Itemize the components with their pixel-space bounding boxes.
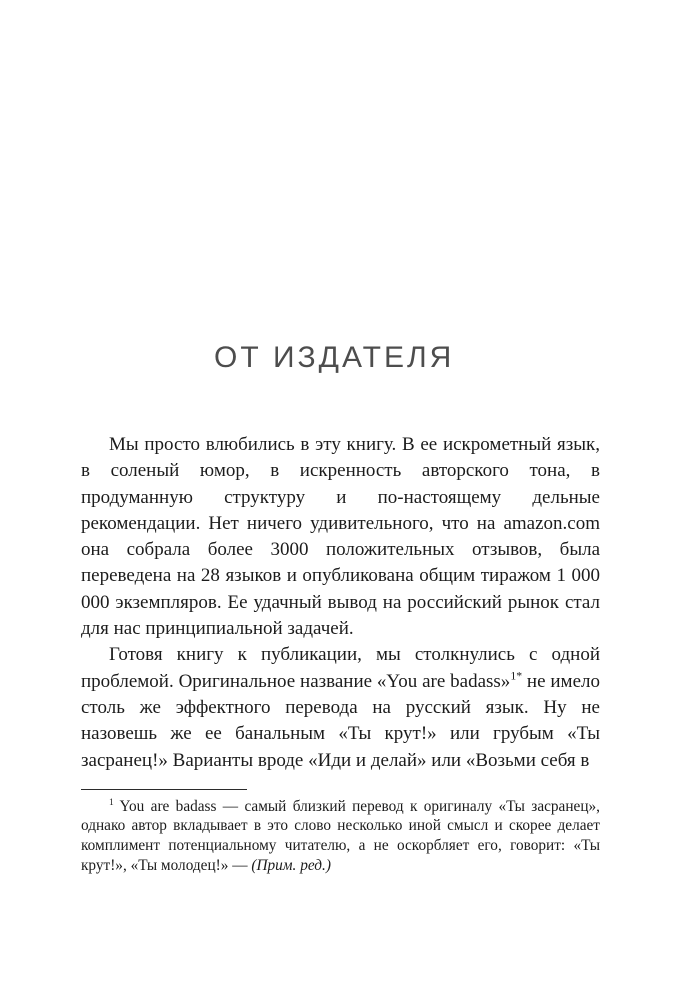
footnote-text: You are badass — самый близкий перевод к оригиналу «Ты засранец», однако автор вкладывает в это слово несколько иной смысл и скорее делает комплимент потенциальному читателю, а не оскорбляет его, говорит: «Ты крут!», «Ты молодец!» — [81,797,600,874]
footnote-marker: 1 [109,797,114,808]
paragraph-2-text-end: не имело столь же эффектного перевода на русский язык. Ну не назовешь же ее банальным «Ты крут!» или грубым «Ты засранец!» Варианты вроде «Иди и делай» или «Возьми себя в [81,670,600,771]
footnote-reference: 1* [510,669,523,683]
chapter-title: ОТ ИЗДАТЕЛЯ [214,341,455,374]
paragraph-2-text-start: Готовя книгу к публикации, мы столкнулись с одной проблемой. Оригинальное название «You are badass» [81,644,600,692]
text-column [81,0,600,875]
body-text [81,432,600,774]
footnote-attribution: (Прим. ред.) [251,856,331,874]
paragraph-2 [81,642,600,773]
footnote-paragraph [81,797,600,875]
paragraph-1: Мы просто влюбились в эту книгу. В ее искрометный язык, в соленый юмор, в искренность авторского тона, в продуманную структуру и по-настоящему дельные рекомендации. Нет ничего удивительного, что на amazon.com она собрала более 3000 положительных отзывов, была переведена на 28 языков и опубликована общим тиражом 1 000 000 экземпляров. Ее удачный вывод на российский рынок стал для нас принципиальной задачей. [81,434,600,640]
footnote [81,797,600,875]
footnote-divider [81,789,247,790]
